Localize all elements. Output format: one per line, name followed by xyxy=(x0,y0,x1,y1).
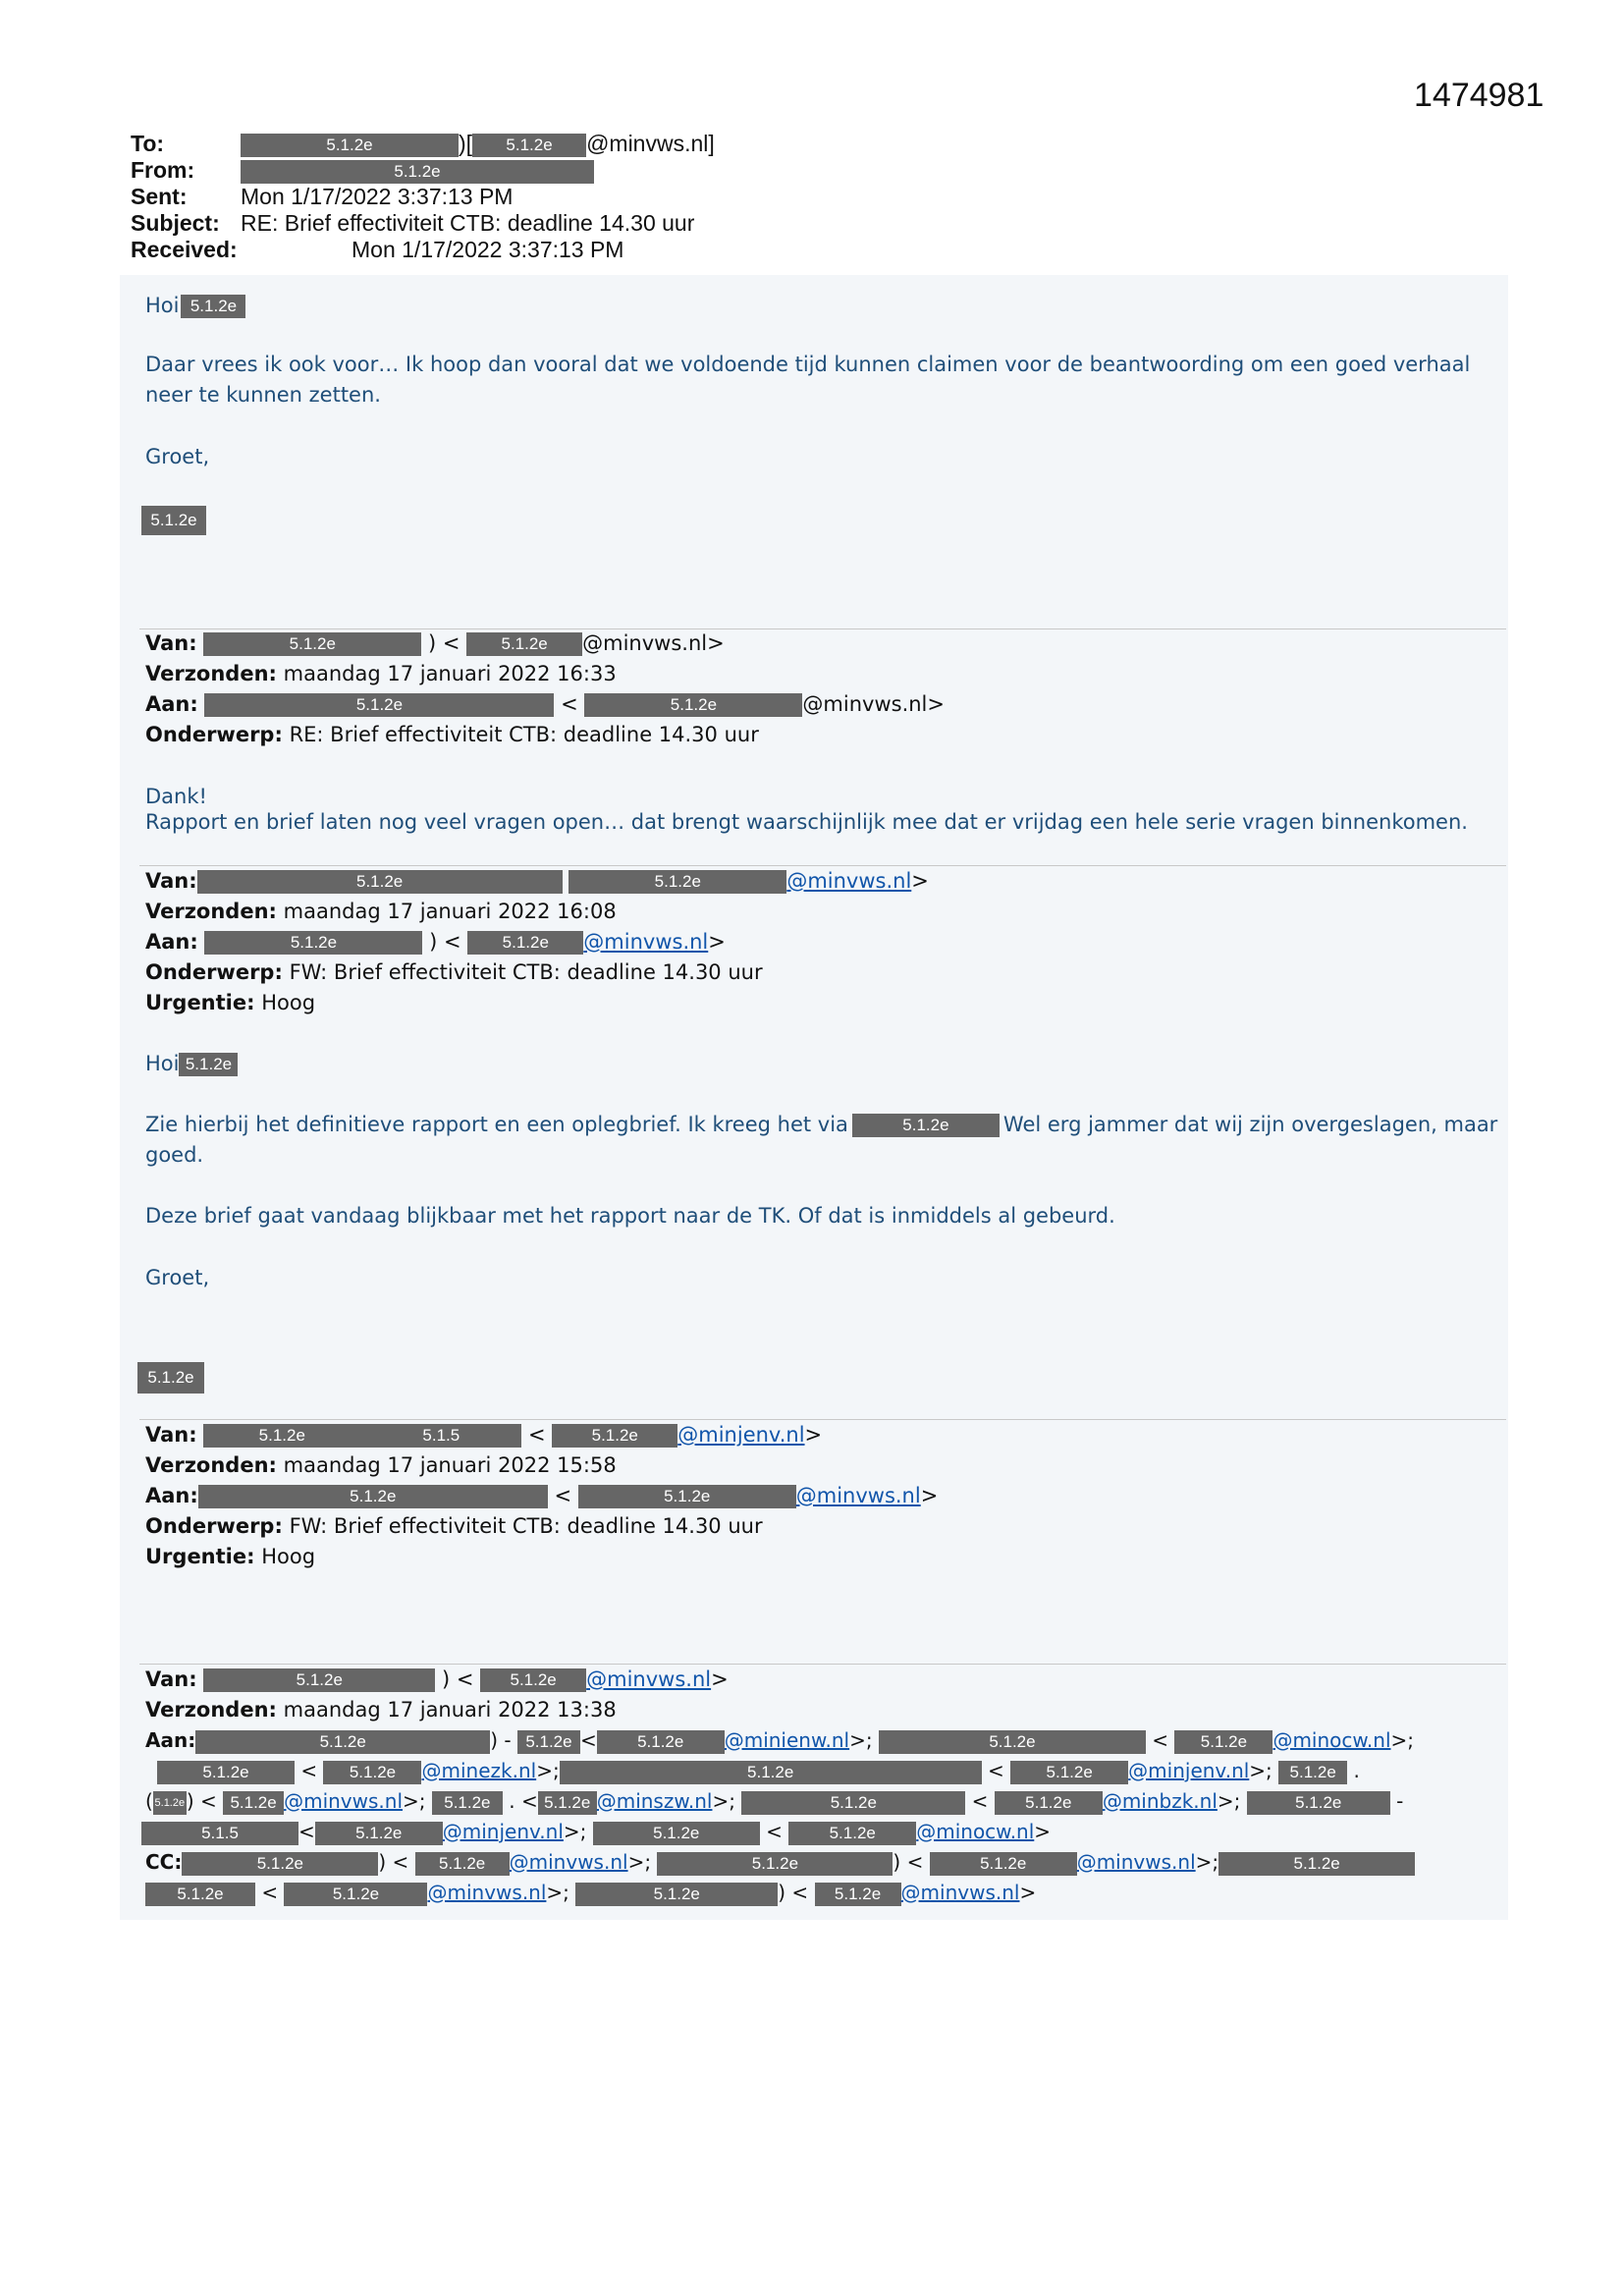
email-body xyxy=(120,275,1508,1920)
msg5-verzonden: Verzonden: maandag 17 januari 2022 13:38 xyxy=(145,1698,617,1722)
redaction: 5.1.2e xyxy=(852,1114,1000,1137)
msg5-van: Van: 5.1.2e ) < 5.1.2e @minvws.nl> xyxy=(145,1667,729,1691)
redaction: 5.1.2e xyxy=(197,870,563,894)
msg5-aan-line1: Aan: 5.1.2e ) - 5.1.2e < 5.1.2e @minienw.nl>; 5.1.2e < 5.1.2e @minocw.nl>; xyxy=(145,1728,1414,1752)
redaction: 5.1.2e xyxy=(597,1730,725,1754)
msg2-onderwerp: Onderwerp: RE: Brief effectiviteit CTB: deadline 14.30 uur xyxy=(145,723,759,746)
email-link[interactable]: @minvws.nl xyxy=(795,1484,921,1507)
msg3-verzonden: Verzonden: maandag 17 januari 2022 16:08 xyxy=(145,900,617,923)
redaction: 5.1.2e xyxy=(1247,1791,1390,1815)
subject-label: Subject: xyxy=(131,210,220,236)
redaction: 5.1.2e xyxy=(141,506,206,535)
msg3-van: Van: 5.1.2e 5.1.2e @minvws.nl> xyxy=(145,869,929,893)
redaction: 5.1.2e xyxy=(815,1883,901,1906)
email-link[interactable]: @minvws.nl xyxy=(900,1881,1020,1904)
redaction: 5.1.2e xyxy=(204,693,554,717)
redaction: 5.1.2e xyxy=(182,1852,378,1876)
redaction: 5.1.2e xyxy=(1218,1852,1415,1876)
msg4-urgentie: Urgentie: Hoog xyxy=(145,1545,316,1568)
redaction: 5.1.2e xyxy=(241,134,459,157)
redaction: 5.1.2e xyxy=(584,693,802,717)
redaction: 5.1.2e xyxy=(879,1730,1146,1754)
redaction: 5.1.2e xyxy=(198,1485,548,1508)
redaction: 5.1.2e xyxy=(472,134,586,157)
redaction: 5.1.2e xyxy=(179,1053,238,1076)
msg2-body2: Rapport en brief laten nog veel vragen open… dat brengt waarschijnlijk mee dat er vrijdag een hele serie vragen binnenkomen. xyxy=(145,810,1468,834)
msg5-cc-line1: CC: 5.1.2e ) < 5.1.2e @minvws.nl>; 5.1.2e ) < 5.1.2e @minvws.nl>; 5.1.2e xyxy=(145,1847,1415,1878)
msg1-line2: neer te kunnen zetten. xyxy=(145,383,381,407)
msg3-aan: Aan: 5.1.2e ) < 5.1.2e @minvws.nl> xyxy=(145,930,726,954)
msg4-aan: Aan: 5.1.2e < 5.1.2e @minvws.nl> xyxy=(145,1484,939,1507)
msg3-body1: Zie hierbij het definitieve rapport en een oplegbrief. Ik kreeg het via 5.1.2e Wel erg jammer dat wij zijn overgeslagen, maar xyxy=(145,1113,1498,1136)
redaction: 5.1.2e xyxy=(1278,1761,1347,1784)
msg4-onderwerp: Onderwerp: FW: Brief effectiviteit CTB: deadline 14.30 uur xyxy=(145,1514,763,1538)
redaction: 5.1.2e xyxy=(195,1730,490,1754)
redaction: 5.1.2e xyxy=(538,1791,597,1815)
redaction: 5.1.2e xyxy=(153,1791,187,1815)
redaction: 5.1.2e xyxy=(593,1822,760,1845)
email-link[interactable]: @minvws.nl xyxy=(509,1850,628,1874)
redaction: 5.1.2e xyxy=(145,1883,255,1906)
msg3-urgentie: Urgentie: Hoog xyxy=(145,991,316,1014)
redaction: 5.1.2e xyxy=(284,1883,427,1906)
redaction: 5.1.2e xyxy=(432,1791,503,1815)
redaction: 5.1.2e xyxy=(552,1424,677,1448)
msg3-body1-cont: goed. xyxy=(145,1143,204,1167)
redaction: 5.1.2e xyxy=(415,1852,510,1876)
sent-value: Mon 1/17/2022 3:37:13 PM xyxy=(241,184,514,209)
to-label: To: xyxy=(131,131,165,156)
redaction: 5.1.2e xyxy=(575,1883,778,1906)
redaction: 5.1.2e xyxy=(203,632,421,656)
redaction: 5.1.2e xyxy=(568,870,786,894)
to-separator: )[ xyxy=(459,131,473,156)
received-label: Received: xyxy=(131,237,238,262)
redaction: 5.1.2e xyxy=(223,1791,284,1815)
redaction: 5.1.2e xyxy=(204,931,422,955)
redaction: 5.1.2e xyxy=(467,931,583,955)
received-value: Mon 1/17/2022 3:37:13 PM xyxy=(352,237,624,262)
msg5-cc-line2: 5.1.2e < 5.1.2e @minvws.nl>; 5.1.2e ) < 5.1.2e @minvws.nl> xyxy=(145,1878,1036,1908)
sent-label: Sent: xyxy=(131,184,188,209)
msg5-aan-line3: ( 5.1.2e) < 5.1.2e @minvws.nl>; 5.1.2e . < 5.1.2e @minszw.nl>; 5.1.2e < 5.1.2e @minbzk.nl>; 5.1.2e - xyxy=(145,1789,1404,1813)
email-link[interactable]: @minjenv.nl xyxy=(1128,1759,1250,1782)
email-link[interactable]: @minvws.nl xyxy=(586,1667,712,1691)
msg5-aan-line2: 5.1.2e < 5.1.2e @minezk.nl>; 5.1.2e < 5.1.2e @minjenv.nl>; 5.1.2e . xyxy=(145,1756,1360,1786)
from-label: From: xyxy=(131,157,195,183)
msg3-closing: Groet, xyxy=(145,1266,210,1289)
redaction: 5.1.2e xyxy=(1174,1730,1272,1754)
redaction: 5.1.2e xyxy=(560,1761,982,1784)
email-link[interactable]: @minocw.nl xyxy=(1272,1728,1391,1752)
msg5-aan-line4: 5.1.5 < 5.1.2e @minjenv.nl>; 5.1.2e < 5.1.2e @minocw.nl> xyxy=(141,1817,1051,1847)
redaction: 5.1.5 xyxy=(360,1424,521,1448)
redaction: 5.1.2e xyxy=(466,632,582,656)
email-link[interactable]: @minienw.nl xyxy=(724,1728,850,1752)
msg2-verzonden: Verzonden: maandag 17 januari 2022 16:33 xyxy=(145,662,617,685)
redaction: 5.1.2e xyxy=(788,1822,916,1845)
email-link[interactable]: @minezk.nl xyxy=(421,1759,537,1782)
redaction: 5.1.2e xyxy=(323,1761,421,1784)
email-link[interactable]: @minbzk.nl xyxy=(1102,1789,1218,1813)
msg4-verzonden: Verzonden: maandag 17 januari 2022 15:58 xyxy=(145,1453,617,1477)
redaction: 5.1.2e xyxy=(995,1791,1103,1815)
msg1-signature xyxy=(141,506,206,535)
msg3-body2: Deze brief gaat vandaag blijkbaar met het rapport naar de TK. Of dat is inmiddels al gebeurd. xyxy=(145,1204,1115,1228)
email-link[interactable]: @minvws.nl xyxy=(786,869,912,893)
redaction: 5.1.2e xyxy=(181,295,245,318)
email-link[interactable]: @minvws.nl xyxy=(583,930,709,954)
subject-value: RE: Brief effectiviteit CTB: deadline 14.30 uur xyxy=(241,210,695,236)
redaction: 5.1.2e xyxy=(517,1730,580,1754)
redaction: 5.1.2e xyxy=(203,1424,360,1448)
email-link[interactable]: @minszw.nl xyxy=(596,1789,713,1813)
msg1-closing: Groet, xyxy=(145,445,210,468)
msg3-greeting: Hoi 5.1.2e xyxy=(145,1049,238,1079)
redaction: 5.1.2e xyxy=(1010,1761,1128,1784)
to-domain: @minvws.nl] xyxy=(586,131,715,156)
redaction: 5.1.2e xyxy=(657,1852,893,1876)
redaction: 5.1.5 xyxy=(141,1822,298,1845)
redaction: 5.1.2e xyxy=(315,1822,443,1845)
document-id: 1474981 xyxy=(1414,77,1544,114)
redaction: 5.1.2e xyxy=(241,160,594,184)
email-link[interactable]: @minvws.nl xyxy=(427,1881,547,1904)
email-link[interactable]: @minvws.nl xyxy=(1076,1850,1196,1874)
msg3-onderwerp: Onderwerp: FW: Brief effectiviteit CTB: deadline 14.30 uur xyxy=(145,960,763,984)
msg2-van: Van: 5.1.2e ) < 5.1.2e @minvws.nl> xyxy=(145,631,725,655)
redaction: 5.1.2e xyxy=(930,1852,1077,1876)
email-link[interactable]: @minocw.nl xyxy=(916,1820,1035,1843)
redaction: 5.1.2e xyxy=(157,1761,295,1784)
msg4-van: Van: 5.1.2e 5.1.5 < 5.1.2e @minjenv.nl> xyxy=(145,1423,823,1447)
msg2-aan: Aan: 5.1.2e < 5.1.2e @minvws.nl> xyxy=(145,692,945,716)
msg3-signature xyxy=(137,1362,204,1394)
msg2-body1: Dank! xyxy=(145,785,207,808)
msg1-greeting: Hoi 5.1.2e xyxy=(145,291,245,321)
redaction: 5.1.2e xyxy=(137,1362,204,1394)
redaction: 5.1.2e xyxy=(203,1668,435,1692)
redaction: 5.1.2e xyxy=(578,1485,796,1508)
email-link[interactable]: @minjenv.nl xyxy=(442,1820,564,1843)
email-link[interactable]: @minjenv.nl xyxy=(677,1423,805,1447)
email-link[interactable]: @minvws.nl xyxy=(284,1789,404,1813)
redaction: 5.1.2e xyxy=(741,1791,965,1815)
redaction: 5.1.2e xyxy=(480,1668,586,1692)
msg1-line1: Daar vrees ik ook voor… Ik hoop dan vooral dat we voldoende tijd kunnen claimen voor de beantwoording om een goed verhaal xyxy=(145,353,1471,376)
